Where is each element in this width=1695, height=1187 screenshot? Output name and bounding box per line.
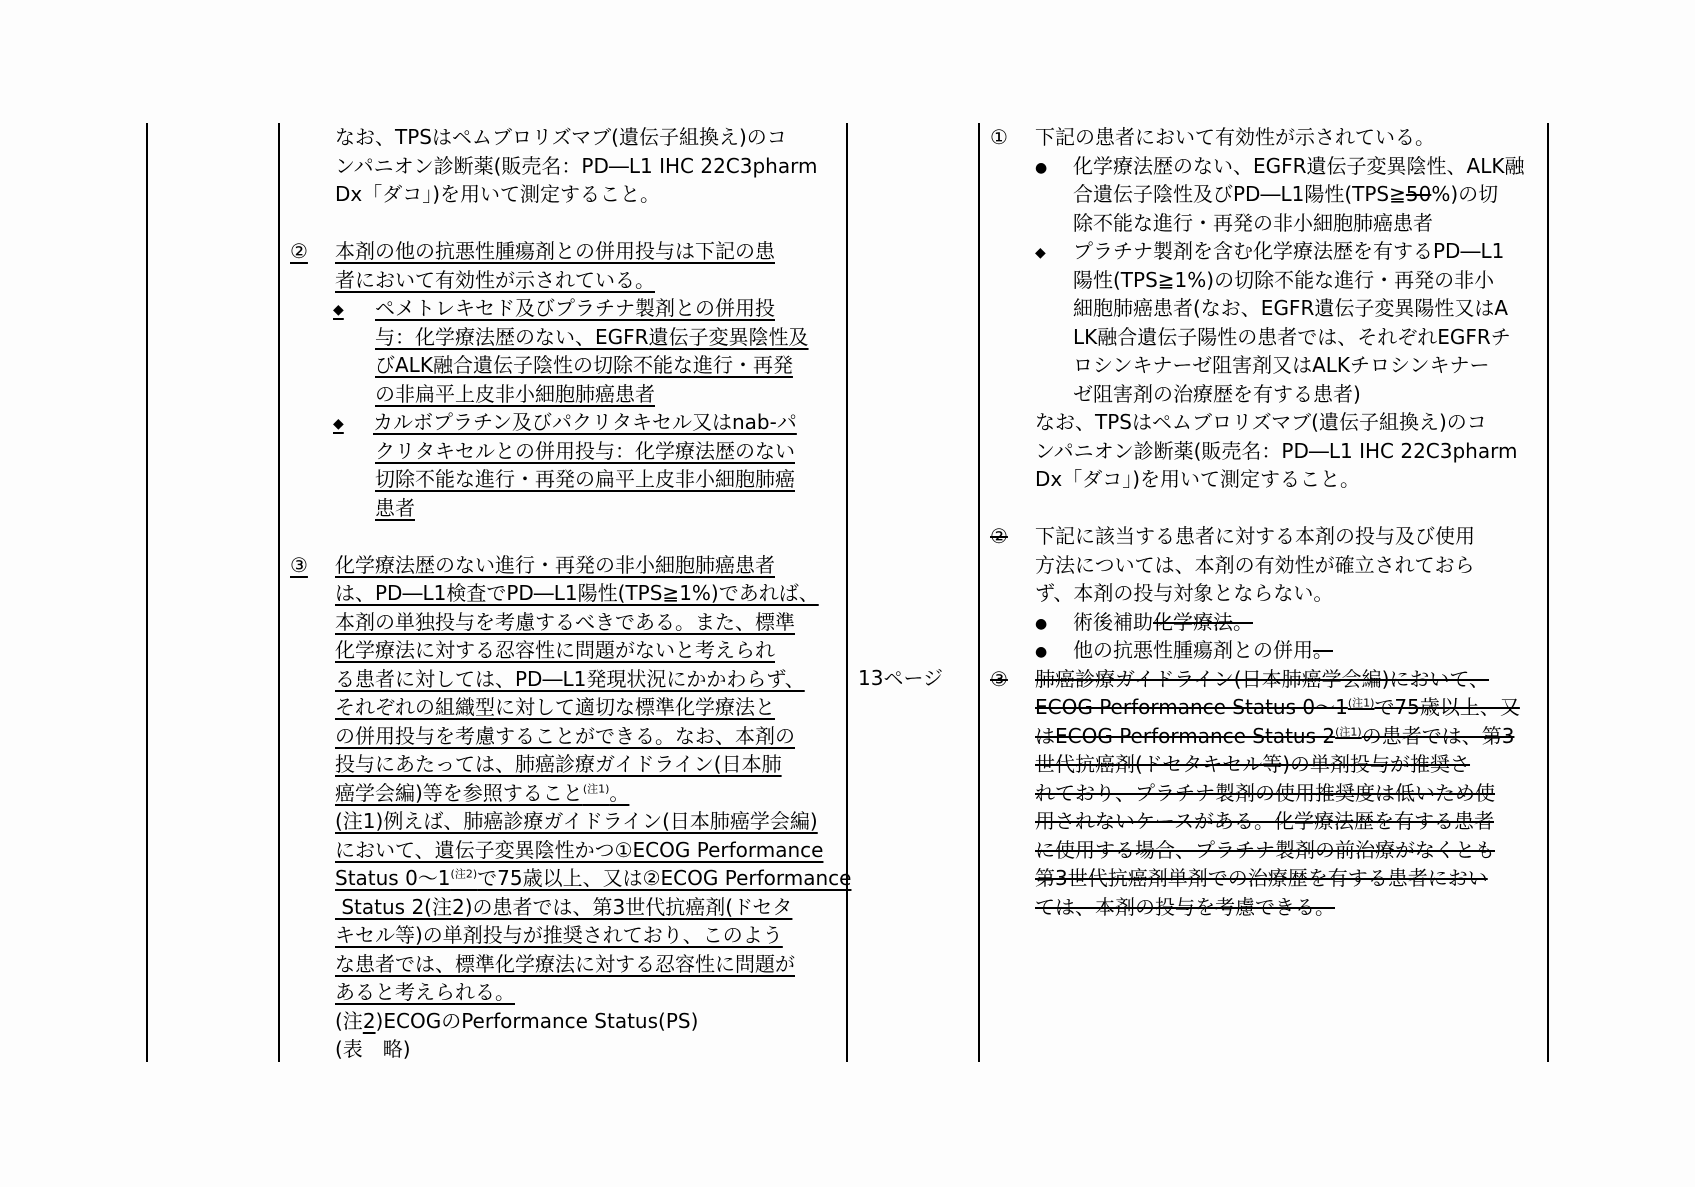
table-border-right	[1547, 123, 1549, 1062]
note-text: )ECOGのPerformance Status(PS)	[375, 1008, 699, 1033]
bullet-text: 患者	[375, 495, 415, 520]
deleted-text: ては、本剤の投与を考慮できる。	[1035, 894, 1335, 919]
bullet-text: びALK融合遺伝子陰性の切除不能な進行・再発	[375, 353, 793, 377]
diamond-bullet-icon: ◆	[1035, 245, 1046, 261]
item-marker: ③	[290, 552, 308, 577]
right-bullet-1	[1035, 152, 1540, 238]
intro-line: なお、TPSはペムブロリズマブ(遺伝子組換え)のコ	[335, 125, 787, 149]
right-item-3	[990, 665, 1540, 922]
page-reference: 13ページ	[858, 666, 944, 690]
deleted-text: で75歳以上、又	[1374, 695, 1520, 719]
bullet-text: 除不能な進行・再発の非小細胞肺癌患者	[1073, 210, 1433, 235]
intro-line: ンパニオン診断薬(販売名：PD―L1 IHC 22C3pharm	[335, 153, 818, 178]
item-text: の併用投与を考慮することができる。なお、本剤の	[335, 723, 795, 748]
footnote-ref: (注1)	[1335, 724, 1362, 738]
table-divider-3	[978, 123, 980, 1062]
note-text: あると考えられる。	[335, 980, 515, 1004]
item-text: 化学療法歴のない進行・再発の非小細胞肺癌患者	[335, 552, 775, 577]
note-text: で75歳以上、又は②ECOG Performance	[477, 866, 852, 890]
table-border-left	[146, 123, 148, 1062]
deleted-text: ECOG Performance Status 0～1	[1035, 695, 1348, 719]
item-marker: ②	[290, 239, 308, 263]
deleted-text: の患者では、第3	[1361, 723, 1515, 748]
bullet-text: ロシンキナーゼ阻害剤又はALKチロシンキナー	[1073, 353, 1490, 377]
item-marker: ①	[990, 125, 1008, 149]
item-marker: ③	[990, 666, 1008, 691]
bullet-text: プラチナ製剤を含む化学療法歴を有するPD―L1	[1073, 239, 1505, 263]
revised-text-column	[290, 123, 852, 1064]
note-text: において、遺伝子変異陰性かつ①ECOG Performance	[335, 837, 824, 862]
table-divider-2	[846, 123, 848, 1062]
item-text: は、PD―L1検査でPD―L1陽性(TPS≧1%)であれば、	[335, 581, 819, 605]
right-bullet	[1035, 636, 1540, 665]
intro-line: Dx「ダコ」)を用いて測定すること。	[335, 182, 661, 206]
deleted-text: 用されないケースがある。化学療法歴を有する患者	[1035, 809, 1494, 833]
item-text: 下記の患者において有効性が示されている。	[1035, 125, 1435, 149]
footnote-ref: (注2)	[450, 867, 478, 881]
item-text: 者において有効性が示されている。	[335, 267, 655, 292]
left-item-3	[290, 551, 852, 1064]
bullet-text: 合遺伝子陰性及びPD―L1陽性(TPS≧	[1073, 182, 1406, 206]
deleted-text: 肺癌診療ガイドライン(日本肺癌学会編)において、	[1035, 666, 1490, 691]
table-omitted-text: (表 略)	[335, 1037, 411, 1061]
bullet-text: ペメトレキセド及びプラチナ製剤との併用投	[375, 296, 775, 320]
bullet-text: LK融合遺伝子陽性の患者では、それぞれEGFRチ	[1073, 324, 1511, 349]
item-text: 本剤の他の抗悪性腫瘍剤との併用投与は下記の患	[335, 239, 775, 263]
item-text: る患者に対しては、PD―L1発現状況にかかわらず、	[335, 666, 805, 691]
dot-bullet-icon: ●	[1035, 615, 1048, 632]
right-item-2	[990, 522, 1540, 665]
bullet-text: %)の切	[1431, 182, 1499, 206]
bullet-text: カルボプラチン及びパクリタキセル又はnab-パ	[373, 410, 797, 434]
item-text: 下記に該当する患者に対する本剤の投与及び使用	[1035, 524, 1475, 548]
bullet-text: 術後補助	[1073, 609, 1153, 634]
bullet-text: 切除不能な進行・再発の扁平上皮非小細胞肺癌	[375, 467, 795, 491]
deleted-text: 世代抗癌剤(ドセタキセル等)の単剤投与が推奨さ	[1035, 752, 1471, 776]
right-bullet-2	[1035, 237, 1540, 408]
item-text: 方法については、本剤の有効性が確立されておら	[1035, 552, 1475, 577]
left-bullet-2	[333, 408, 840, 522]
right-bullet	[1035, 608, 1540, 637]
item-text: それぞれの組織型に対して適切な標準化学療法と	[335, 695, 775, 719]
item-marker: ②	[990, 524, 1008, 548]
note-text: なお、TPSはペムブロリズマブ(遺伝子組換え)のコ	[1035, 410, 1487, 434]
bullet-text: 与：化学療法歴のない、EGFR遺伝子変異陰性及	[375, 324, 809, 349]
note-text: な患者では、標準化学療法に対する忍容性に問題が	[335, 951, 795, 976]
bullet-text: 陽性(TPS≧1%)の切除不能な進行・再発の非小	[1073, 267, 1495, 292]
note-text: (注	[335, 1008, 363, 1033]
item-text: 癌学会編)等を参照すること	[335, 780, 583, 805]
bullet-text: 細胞肺癌患者(なお、EGFR遺伝子変異陽性又はA	[1073, 296, 1509, 320]
right-item-1	[990, 123, 1540, 494]
item-text: 投与にあたっては、肺癌診療ガイドライン(日本肺	[335, 752, 782, 776]
bullet-text: ゼ阻害剤の治療歴を有する患者)	[1073, 381, 1361, 406]
deleted-text: 第3世代抗癌剤単剤での治療歴を有する患者におい	[1035, 866, 1488, 890]
left-item-2	[290, 237, 840, 522]
note-text: ンパニオン診断薬(販売名：PD―L1 IHC 22C3pharm	[1035, 438, 1518, 463]
deleted-text: はECOG Performance Status 2	[1035, 723, 1336, 748]
item-text: 。	[609, 780, 630, 805]
deleted-text: 50	[1405, 182, 1432, 206]
dot-bullet-icon: ●	[1035, 159, 1048, 176]
note-text: キセル等)の単剤投与が推奨されており、このよう	[335, 923, 783, 947]
note-text: Status 0～1	[335, 866, 451, 890]
current-text-column	[990, 123, 1540, 921]
note-number: 2	[362, 1008, 376, 1033]
bullet-text: 他の抗悪性腫瘍剤との併用	[1073, 638, 1313, 662]
deleted-text: 。	[1313, 638, 1333, 662]
deleted-text: 化学療法。	[1153, 609, 1253, 634]
item-text: 化学療法に対する忍容性に問題がないと考えられ	[335, 638, 775, 662]
item-text: 本剤の単独投与を考慮するべきである。また、標準	[335, 609, 795, 634]
bullet-text: クリタキセルとの併用投与：化学療法歴のない	[375, 438, 795, 463]
footnote-ref: (注1)	[582, 781, 610, 795]
deleted-text: に使用する場合、プラチナ製剤の前治療がなくとも	[1035, 837, 1495, 862]
diamond-bullet-icon: ◆	[333, 302, 344, 318]
diamond-bullet-icon: ◆	[333, 416, 344, 432]
table-divider-1	[278, 123, 280, 1062]
note-text: (注1)例えば、肺癌診療ガイドライン(日本肺癌学会編)	[335, 809, 818, 833]
item-text: ず、本剤の投与対象とならない。	[1035, 581, 1334, 605]
note-text: Dx「ダコ」)を用いて測定すること。	[1035, 467, 1361, 491]
bullet-text: 化学療法歴のない、EGFR遺伝子変異陰性、ALK融	[1073, 153, 1525, 178]
bullet-text: の非扁平上皮非小細胞肺癌患者	[375, 381, 655, 406]
dot-bullet-icon: ●	[1035, 644, 1048, 660]
note-text: Status 2(注2)の患者では、第3世代抗癌剤(ドセタ	[335, 894, 793, 919]
left-bullet-1	[333, 294, 840, 408]
deleted-text: れており、プラチナ製剤の使用推奨度は低いため使	[1035, 780, 1495, 805]
footnote-ref: (注1)	[1347, 696, 1375, 710]
